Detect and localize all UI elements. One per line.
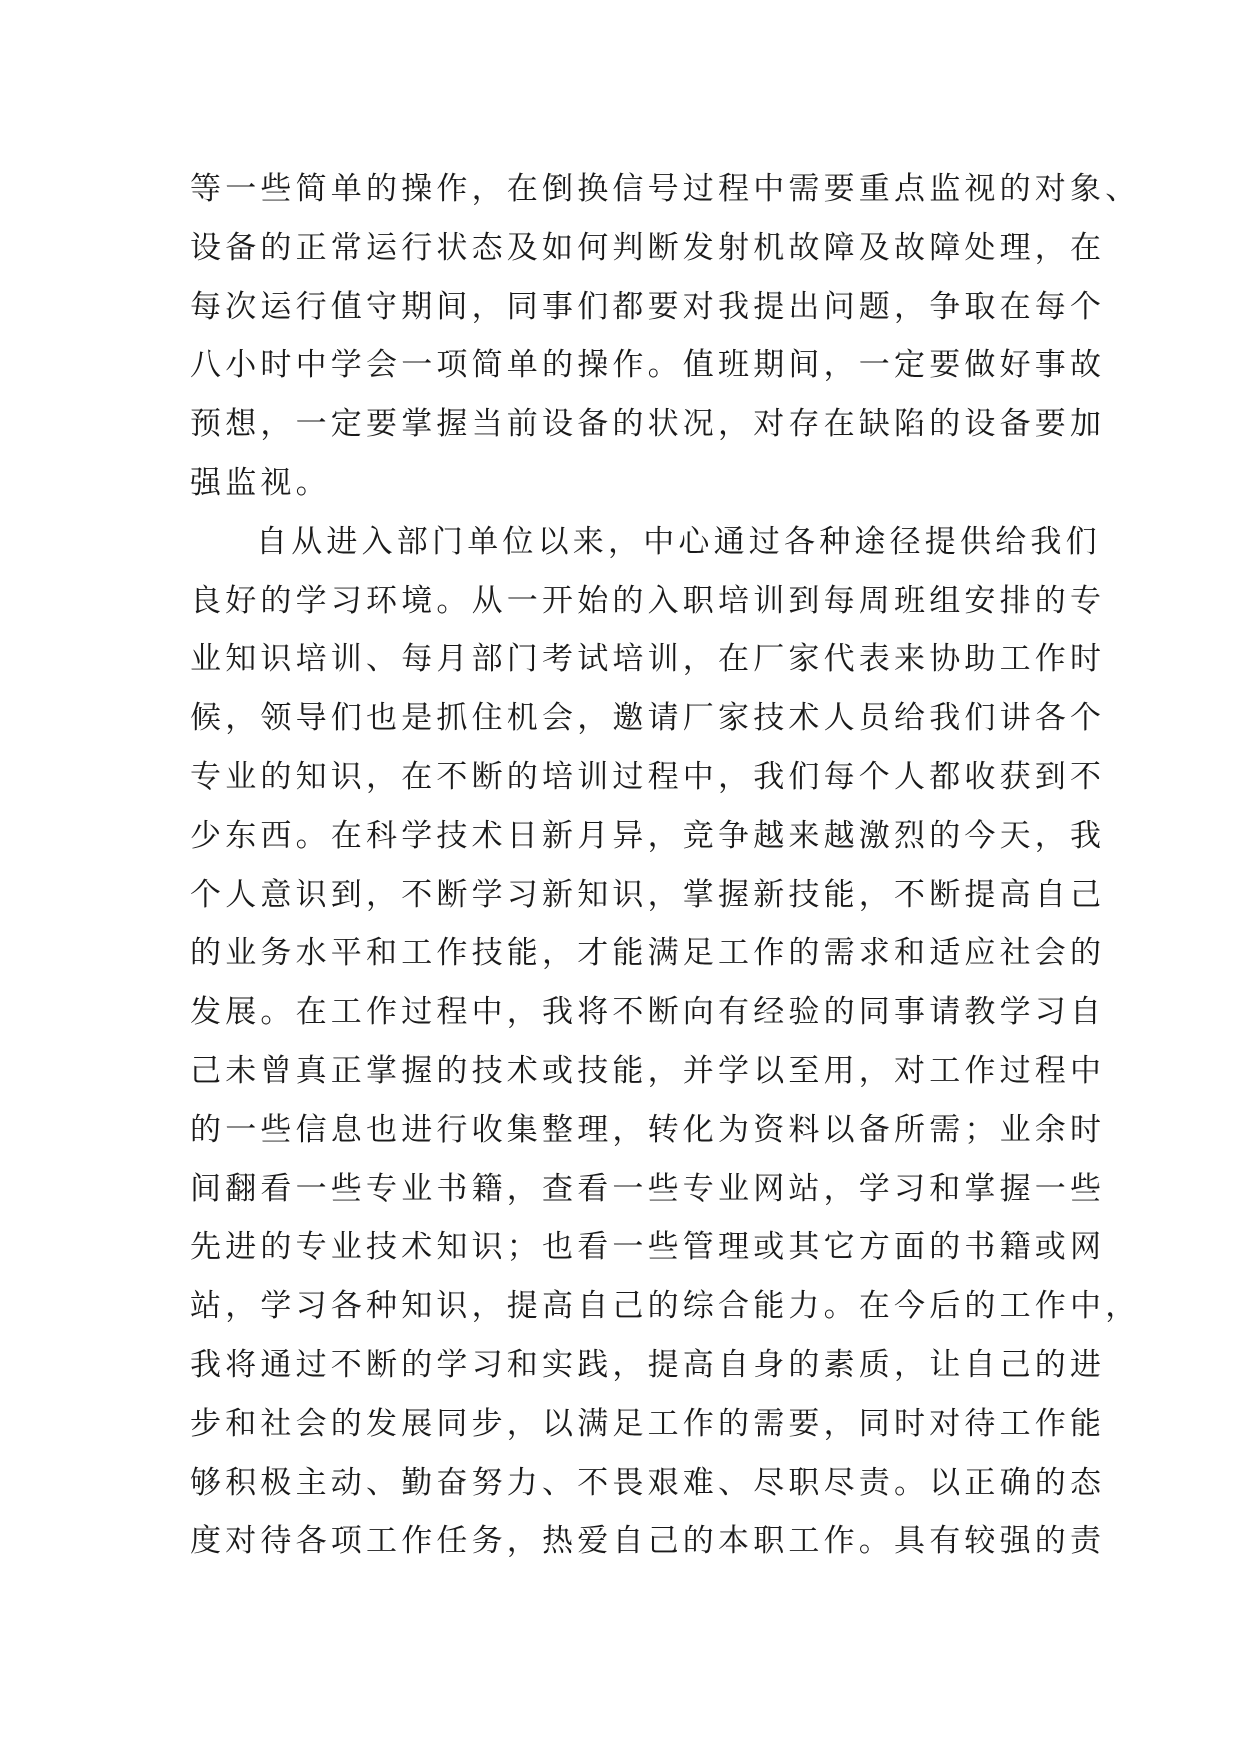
text-line: 我将通过不断的学习和实践，提高自身的素质，让自己的进	[190, 1346, 1106, 1383]
paragraph-first-line: 自从进入部门单位以来，中心通过各种途径提供给我们	[256, 523, 1101, 560]
text-line: 站，学习各种知识，提高自己的综合能力。在今后的工作中，	[190, 1288, 1141, 1325]
text-line: 设备的正常运行状态及如何判断发射机故障及故障处理，在	[190, 229, 1106, 266]
text-line: 己未曾真正掌握的技术或技能，并学以至用，对工作过程中	[190, 1052, 1106, 1089]
text-line: 强监视。	[190, 464, 331, 501]
body-text	[190, 160, 1141, 1571]
text-line: 度对待各项工作任务，热爱自己的本职工作。具有较强的责	[190, 1523, 1106, 1560]
text-line: 候，领导们也是抓住机会，邀请厂家技术人员给我们讲各个	[190, 700, 1106, 737]
text-line: 个人意识到，不断学习新知识，掌握新技能，不断提高自己	[190, 876, 1106, 913]
text-line: 的业务水平和工作技能，才能满足工作的需求和适应社会的	[190, 935, 1106, 972]
text-line: 预想，一定要掌握当前设备的状况，对存在缺陷的设备要加	[190, 406, 1106, 443]
text-line: 每次运行值守期间，同事们都要对我提出问题，争取在每个	[190, 288, 1106, 325]
text-line: 发展。在工作过程中，我将不断向有经验的同事请教学习自	[190, 994, 1106, 1031]
text-line: 等一些简单的操作，在倒换信号过程中需要重点监视的对象、	[190, 171, 1141, 207]
text-line: 先进的专业技术知识；也看一些管理或其它方面的书籍或网	[190, 1229, 1106, 1266]
text-line: 步和社会的发展同步，以满足工作的需要，同时对待工作能	[190, 1405, 1106, 1442]
text-line: 业知识培训、每月部门考试培训，在厂家代表来协助工作时	[190, 641, 1106, 678]
text-line: 专业的知识，在不断的培训过程中，我们每个人都收获到不	[190, 758, 1106, 795]
text-line: 良好的学习环境。从一开始的入职培训到每周班组安排的专	[190, 582, 1106, 619]
text-line: 间翻看一些专业书籍，查看一些专业网站，学习和掌握一些	[190, 1170, 1106, 1207]
text-line: 的一些信息也进行收集整理，转化为资料以备所需；业余时	[190, 1111, 1106, 1148]
text-line: 够积极主动、勤奋努力、不畏艰难、尽职尽责。以正确的态	[190, 1464, 1106, 1501]
text-line: 少东西。在科学技术日新月异，竞争越来越激烈的今天，我	[190, 817, 1106, 854]
text-line: 八小时中学会一项简单的操作。值班期间，一定要做好事故	[190, 347, 1106, 384]
